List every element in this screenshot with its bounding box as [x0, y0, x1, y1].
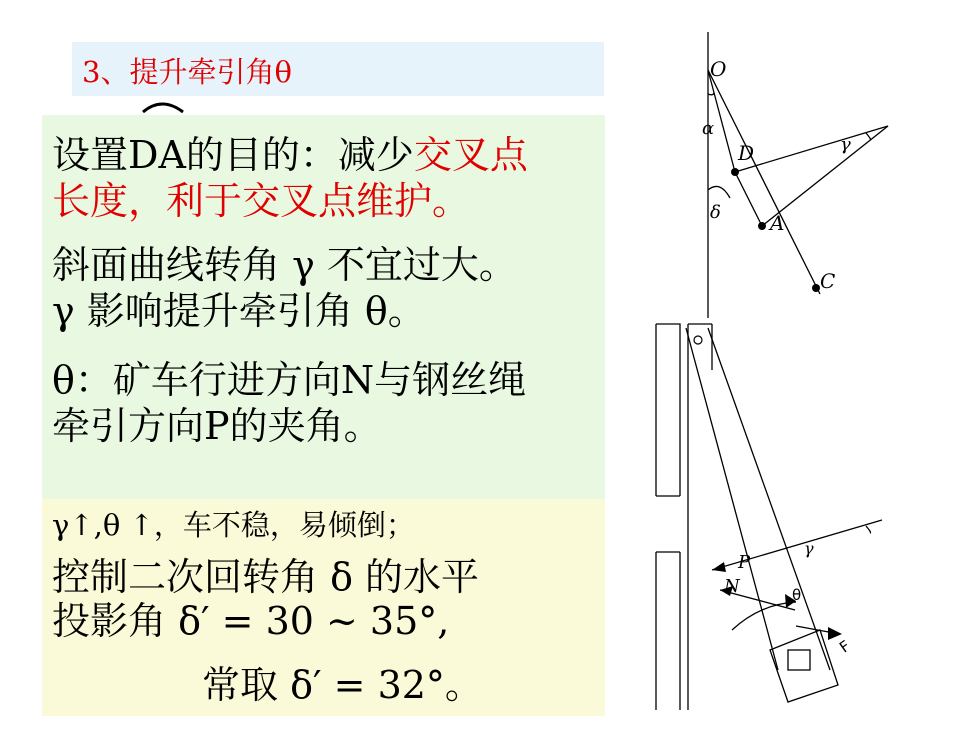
angle-gamma-bottom-arc [866, 526, 871, 533]
mine-car [770, 630, 838, 702]
title-bar [72, 42, 604, 96]
label-theta: θ [792, 586, 802, 604]
line-oc [708, 70, 820, 294]
purpose-highlight: 交叉点 [413, 133, 528, 177]
purpose-text: 设置DA的目的：减少 [52, 133, 414, 177]
line-gamma-rule: 斜面曲线转角 γ 不宜过大。 [52, 243, 517, 287]
label-o: O [710, 57, 727, 81]
label-d: D [738, 141, 755, 165]
label-alpha: α [702, 118, 715, 139]
car-box [788, 650, 810, 670]
line-d-apex [735, 126, 888, 172]
point-d [731, 168, 739, 176]
geometry-diagram [620, 30, 970, 710]
point-a [758, 222, 766, 230]
label-n: N [724, 576, 740, 597]
explanation-box [42, 115, 605, 499]
label-delta: δ [710, 202, 721, 223]
line-da [735, 172, 762, 226]
line-theta-definition-continued: 牵引方向P的夹角。 [52, 404, 382, 448]
point-c [812, 284, 820, 292]
label-p: P [738, 552, 751, 573]
slide-title: 3、提升牵引角θ [82, 55, 292, 89]
arrow-p [712, 562, 726, 572]
label-a: A [770, 211, 785, 235]
label-c: C [820, 269, 836, 293]
angle-alpha-arc [708, 93, 714, 95]
label-f: F [836, 636, 854, 657]
line-purpose [52, 133, 528, 177]
arc-mark [140, 94, 186, 116]
line-purpose-continued: 长度，利于交叉点维护。 [52, 179, 471, 223]
line-stability: γ↑,θ ↑，车不稳，易倾倒； [52, 508, 415, 542]
angle-delta-arc [708, 186, 730, 198]
label-gamma-bottom: γ [804, 539, 814, 558]
incline-left [686, 328, 778, 670]
control-box [42, 499, 605, 716]
pulley-point [694, 336, 702, 344]
line-gamma-effect: γ 影响提升牵引角 θ。 [52, 289, 426, 333]
wall-opening [656, 324, 680, 552]
line-theta-definition: θ：矿车行进方向N与钢丝绳 [52, 358, 527, 402]
line-delta-typical: 常取 δ′ = 32°。 [202, 663, 483, 707]
label-gamma-top: γ [840, 134, 851, 155]
line-delta-range: 投影角 δ′ = 30 ~ 35°, [52, 599, 450, 643]
line-delta-control: 控制二次回转角 δ 的水平 [52, 555, 480, 599]
wall-upper-left [656, 324, 680, 496]
angle-gamma-arc [866, 133, 871, 140]
incline-right [708, 328, 830, 670]
